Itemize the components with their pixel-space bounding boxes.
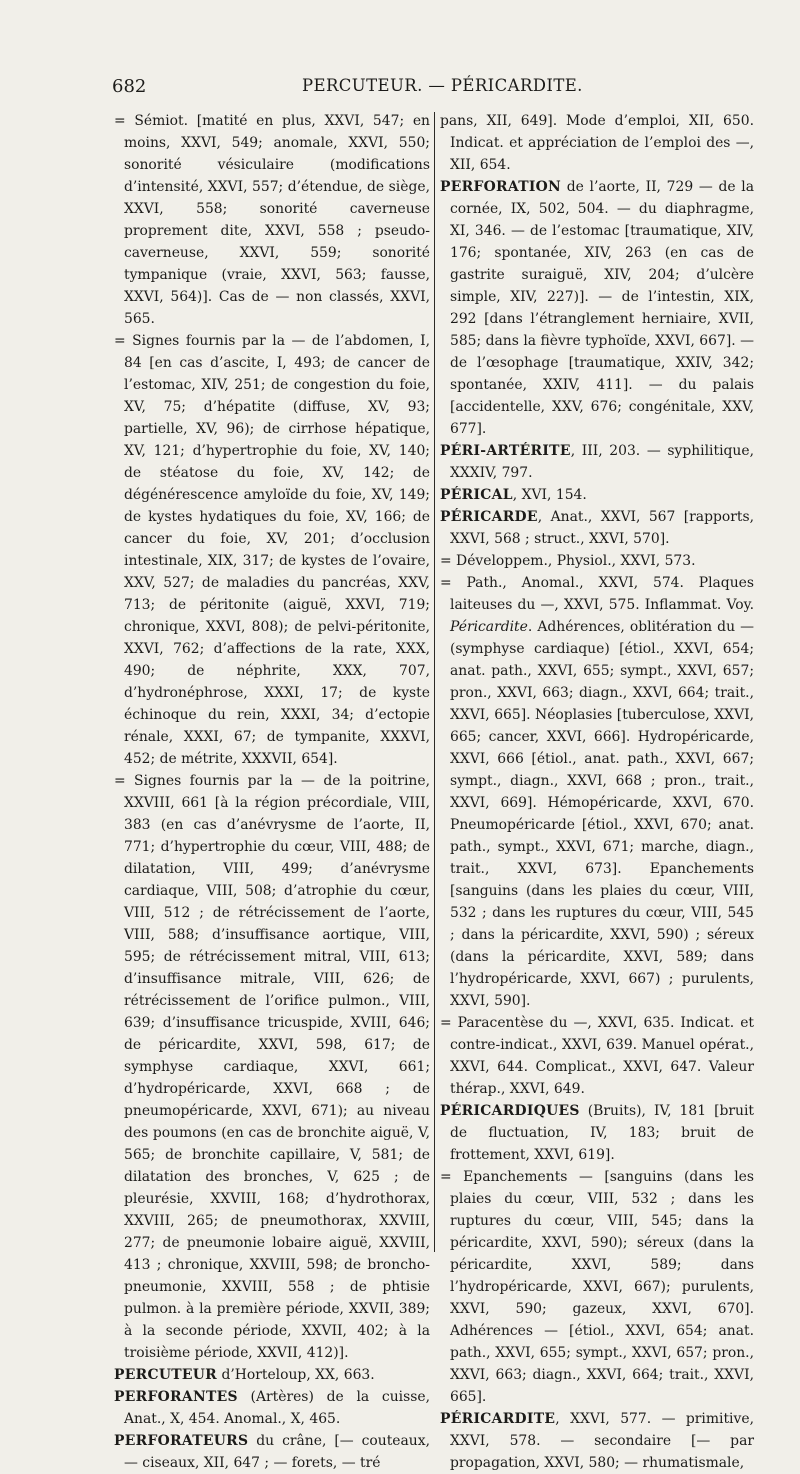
- column-divider: [434, 112, 435, 1252]
- entry-pericardiques: PÉRICARDIQUES (Bruits), IV, 181 [bruit de fluctuation, IV, 183; bruit de frottement, XXVI, 619].: [440, 1103, 754, 1163]
- headword: PERFORANTES: [114, 1389, 238, 1405]
- headword: PÉRICAL: [440, 487, 513, 503]
- entry-percuteur: PERCUTEUR d’Horteloup, XX, 663.: [114, 1367, 375, 1383]
- headword: PÉRICARDIQUES: [440, 1103, 580, 1119]
- entry-pericarde-pathology: = Path., Anomal., XXVI, 574. Plaques laiteuses du —, XXVI, 575. Inflammat. Voy. Péricardite. Adhérences, oblitération du — (symphyse cardiaque) [étiol., XXVI, 654; anat. path., XXVI, 655; sympt., XXVI, 657; pron., XXVI, 663; diagn., XXVI, 664; trait., XXVI, 665]. Néoplasies [tuberculose, XXVI, 665; cancer, XXVI, 666]. Hydropéricarde, XXVI, 666 [étiol., anat. path., XXVI, 667; sympt., diagn., XXVI, 668 ; pron., trait., XXVI, 669]. Hémopéricarde, XXVI, 670. Pneumopéricarde [étiol., XXVI, 670; anat. path., sympt., XXVI, 671; marche, diagn., trait., XXVI, 673]. Epanchements [sanguins (dans les plaies du cœur, VIII, 532 ; dans les ruptures du cœur, VIII, 545 ; dans la péricardite, XXVI, 590) ; séreux (dans la péricardite, XXVI, 589; dans l’hydropéricarde, XXVI, 667) ; purulents, XXVI, 590].: [440, 575, 754, 1009]
- headword: PÉRICARDE: [440, 509, 538, 525]
- entry-perforateurs-continued: pans, XII, 649]. Mode d’emploi, XII, 650. Indicat. et appréciation de l’emploi des —, XII, 654.: [440, 113, 754, 173]
- headword: PÉRI-ARTÉRITE: [440, 443, 571, 459]
- page-header: [112, 76, 760, 102]
- entry-percussion-chest: = Signes fournis par la — de la poitrine, XXVIII, 661 [à la région précordiale, VIII, 383 (en cas d’anévrysme de l’aorte, II, 771; d’hypertrophie du cœur, VIII, 488; de dilatation, VIII, 499; d’anévrysme cardiaque, VIII, 508; d’atrophie du cœur, VIII, 512 ; de rétrécissement de l’aorte, VIII, 588; d’insuffisance aortique, VIII, 595; de rétrécissement mitral, VIII, 613; d’insuffisance mitrale, VIII, 626; de rétrécissement de l’orifice pulmon., VIII, 639; d’insuffisance tricuspide, XVIII, 646; de péricardite, XXVI, 598, 617; de symphyse cardiaque, XXVI, 661; d’hydropéricarde, XXVI, 668 ; de pneumopéricarde, XXVI, 671); au niveau des poumons (en cas de bronchite aiguë, V, 565; de bronchite capillaire, V, 581; de dilatation des bronches, V, 625 ; de pleurésie, XXVIII, 168; d’hydrothorax, XXVIII, 265; de pneumothorax, XXVIII, 277; de pneumonie lobaire aiguë, XXVIII, 413 ; chronique, XXVIII, 598; de broncho-pneumonie, XXVIII, 558 ; de phtisie pulmon. à la première période, XXVII, 389; à la seconde période, XXVII, 402; à la troisième période, XXVII, 412)].: [114, 773, 430, 1361]
- entry-perical: PÉRICAL, XVI, 154.: [440, 487, 587, 503]
- entry-percussion-semiotics: = Sémiot. [matité en plus, XXVI, 547; en moins, XXVI, 549; anomale, XXVI, 550; sonorité vésiculaire (modifications d’intensité, XXVI, 557; d’étendue, de siège, XXVI, 558; sonorité caverneuse proprement dite, XXVI, 558 ; pseudo-caverneuse, XXVI, 559; sonorité tympanique (vraie, XXVI, 563; fausse, XXVI, 564)]. Cas de — non classés, XXVI, 565.: [114, 113, 430, 327]
- headword: PERFORATEURS: [114, 1433, 249, 1449]
- entry-pericardite: PÉRICARDITE, XXVI, 577. — primitive, XXVI, 578. — secondaire [— par propagation, XXVI, 580; — rhumatismale,: [440, 1411, 754, 1471]
- entry-perforantes: PERFORANTES (Artères) de la cuisse, Anat., X, 454. Anomal., X, 465.: [114, 1389, 430, 1427]
- entry-pericarde: PÉRICARDE, Anat., XXVI, 567 [rapports, XXVI, 568 ; struct., XXVI, 570].: [440, 509, 754, 547]
- headword: PÉRICARDITE: [440, 1411, 556, 1427]
- headword: PERCUTEUR: [114, 1367, 218, 1383]
- page-number: 682: [112, 76, 147, 97]
- running-title: PERCUTEUR. — PÉRICARDITE.: [302, 76, 583, 95]
- entry-percussion-abdomen: = Signes fournis par la — de l’abdomen, I, 84 [en cas d’ascite, I, 493; de cancer de l’estomac, XIV, 251; de congestion du foie, XV, 75; d’hépatite (diffuse, XV, 93; partielle, XV, 96); de cirrhose hépatique, XV, 121; d’hypertrophie du foie, XV, 140; de stéatose du foie, XV, 142; de dégénérescence amyloïde du foie, XV, 149; de kystes hydatiques du foie, XV, 166; de cancer du foie, XV, 201; d’occlusion intestinale, XIX, 317; de kystes de l’ovaire, XXV, 527; de maladies du pancréas, XXV, 713; de péritonite (aiguë, XXVI, 719; chronique, XXVI, 808); de pelvi-péritonite, XXVI, 762; d’affections de la rate, XXX, 490; de néphrite, XXX, 707, d’hydronéphrose, XXXI, 17; de kyste échinoque du rein, XXXI, 34; d’ectopie rénale, XXXI, 67; de tympanite, XXXVI, 452; de métrite, XXXVII, 654].: [114, 333, 430, 767]
- entry-pericarde-development: = Développem., Physiol., XXVI, 573.: [440, 553, 696, 569]
- entry-perforateurs: PERFORATEURS du crâne, [— couteaux, — ciseaux, XII, 647 ; — forets, — tré: [114, 1433, 430, 1471]
- headword: PERFORATION: [440, 179, 562, 195]
- entry-pericarde-paracentesis: = Paracentèse du —, XXVI, 635. Indicat. et contre-indicat., XXVI, 639. Manuel opérat., XXVI, 644. Complicat., XXVI, 647. Valeur thérap., XXVI, 649.: [440, 1015, 754, 1097]
- right-column: [440, 110, 754, 1471]
- entry-peri-arterite: PÉRI-ARTÉRITE, III, 203. — syphilitique, XXXIV, 797.: [440, 443, 754, 481]
- entry-perforation: PERFORATION de l’aorte, II, 729 — de la cornée, IX, 502, 504. — du diaphragme, XI, 346. — de l’estomac [traumatique, XIV, 176; spontanée, XIV, 263 (en cas de gastrite suraiguë, XIV, 204; d’ulcère simple, XIV, 227)]. — de l’intestin, XIX, 292 [dans l’étranglement herniaire, XVII, 585; dans la fièvre typhoïde, XXVI, 667]. — de l’œsophage [traumatique, XXIV, 342; spontanée, XXIV, 411]. — du palais [accidentelle, XXV, 676; congénitale, XXV, 677].: [440, 179, 754, 437]
- entry-pericardiques-epanchements: = Epanchements — [sanguins (dans les plaies du cœur, VIII, 532 ; dans les ruptures du cœur, VIII, 545; dans la péricardite, XXVI, 590); séreux (dans la péricardite, XXVI, 589; dans l’hydropéricarde, XXVI, 667); purulents, XXVI, 590; gazeux, XXVI, 670]. Adhérences — [étiol., XXVI, 654; anat. path., XXVI, 655; sympt., XXVI, 657; pron., XXVI, 663; diagn., XXVI, 664; trait., XXVI, 665].: [440, 1169, 754, 1405]
- left-column: [114, 110, 430, 1471]
